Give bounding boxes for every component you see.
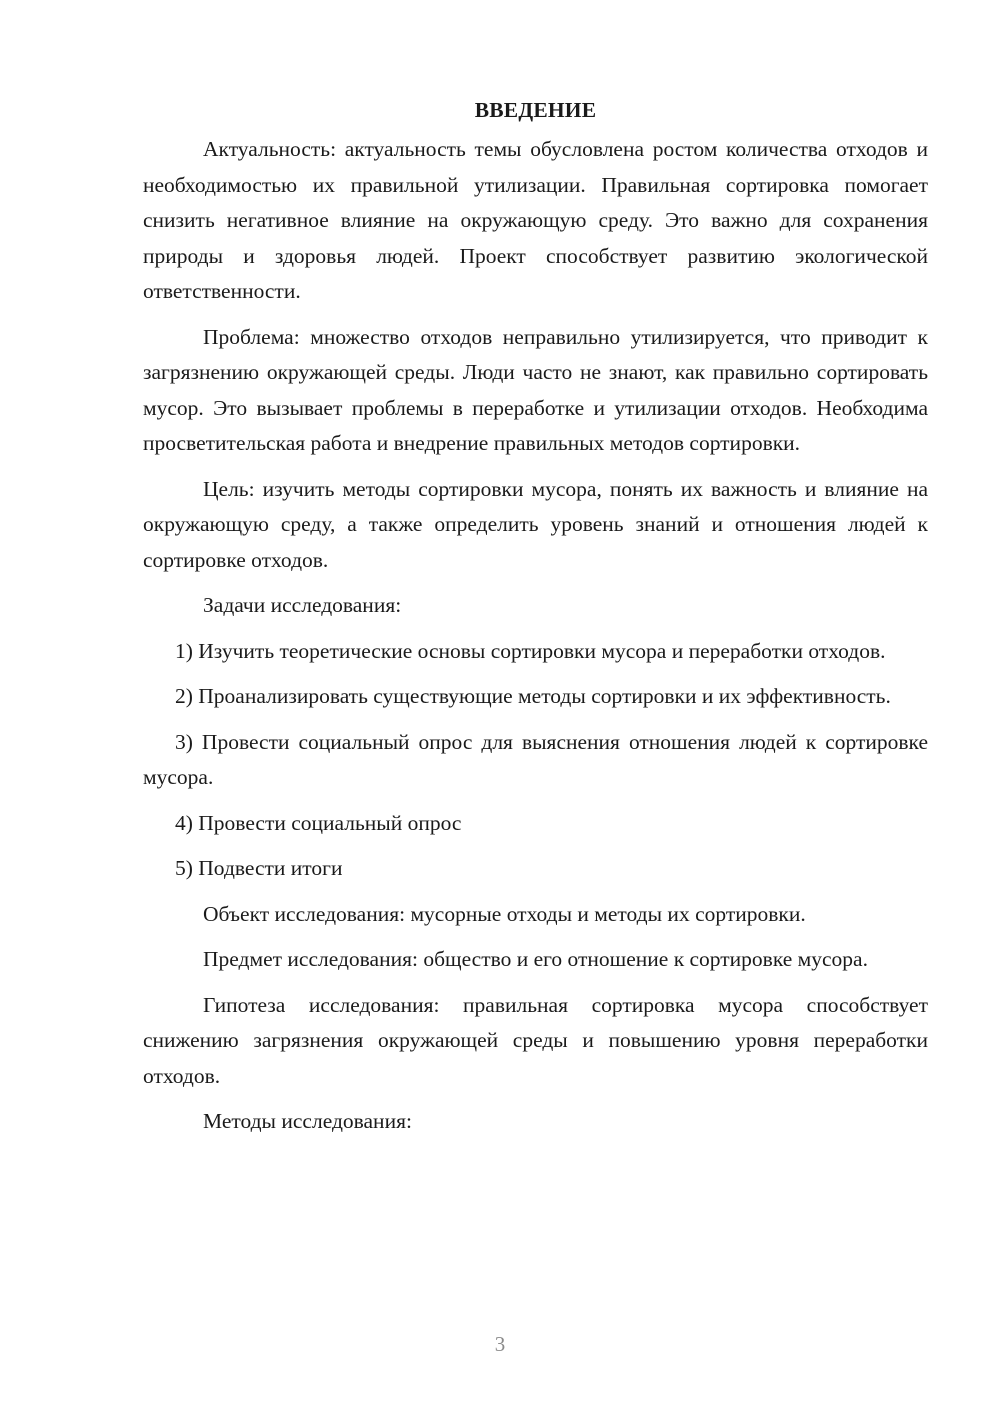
task-item-5: 5) Подвести итоги xyxy=(175,856,343,880)
paragraph-hypothesis: Гипотеза исследования: правильная сортировка мусора способствует снижению загрязнения окружающей среды и повышению уровня переработки отходов. xyxy=(143,992,928,1088)
paragraph-subject: Предмет исследования: общество и его отношение к сортировке мусора. xyxy=(203,947,868,971)
task-item-3: 3) Провести социальный опрос для выяснения отношения людей к сортировке мусора. xyxy=(143,729,928,789)
task-item-1: 1) Изучить теоретические основы сортировки мусора и переработки отходов. xyxy=(175,638,886,663)
task-item-2: 2) Проанализировать существующие методы сортировки и их эффективность. xyxy=(175,684,891,708)
paragraph-object: Объект исследования: мусорные отходы и методы их сортировки. xyxy=(203,901,806,926)
paragraph-relevance: Актуальность: актуальность темы обусловлена ростом количества отходов и необходимостью их правильной утилизации. Правильная сортировка помогает снизить негативное влияние на окружающую среду. Это важно для сохранения природы и здоровья людей. Проект способствует развитию экологической ответственности. xyxy=(143,137,928,303)
section-title: ВВЕДЕНИЕ xyxy=(474,98,597,122)
document-page xyxy=(143,92,928,1150)
task-item-4: 4) Провести социальный опрос xyxy=(175,810,462,835)
paragraph-tasks-heading: Задачи исследования: xyxy=(203,593,402,617)
paragraph-methods-heading: Методы исследования: xyxy=(203,1109,412,1133)
paragraph-problem: Проблема: множество отходов неправильно утилизируется, что приводит к загрязнению окружающей среды. Люди часто не знают, как правильно сортировать мусор. Это вызывает проблемы в переработке и утилизации отходов. Необходима просветительская работа и внедрение правильных методов сортировки. xyxy=(143,324,928,455)
page-number: 3 xyxy=(494,1332,506,1356)
paragraph-goal: Цель: изучить методы сортировки мусора, понять их важность и влияние на окружающую среду, а также определить уровень знаний и отношения людей к сортировке отходов. xyxy=(143,476,928,572)
